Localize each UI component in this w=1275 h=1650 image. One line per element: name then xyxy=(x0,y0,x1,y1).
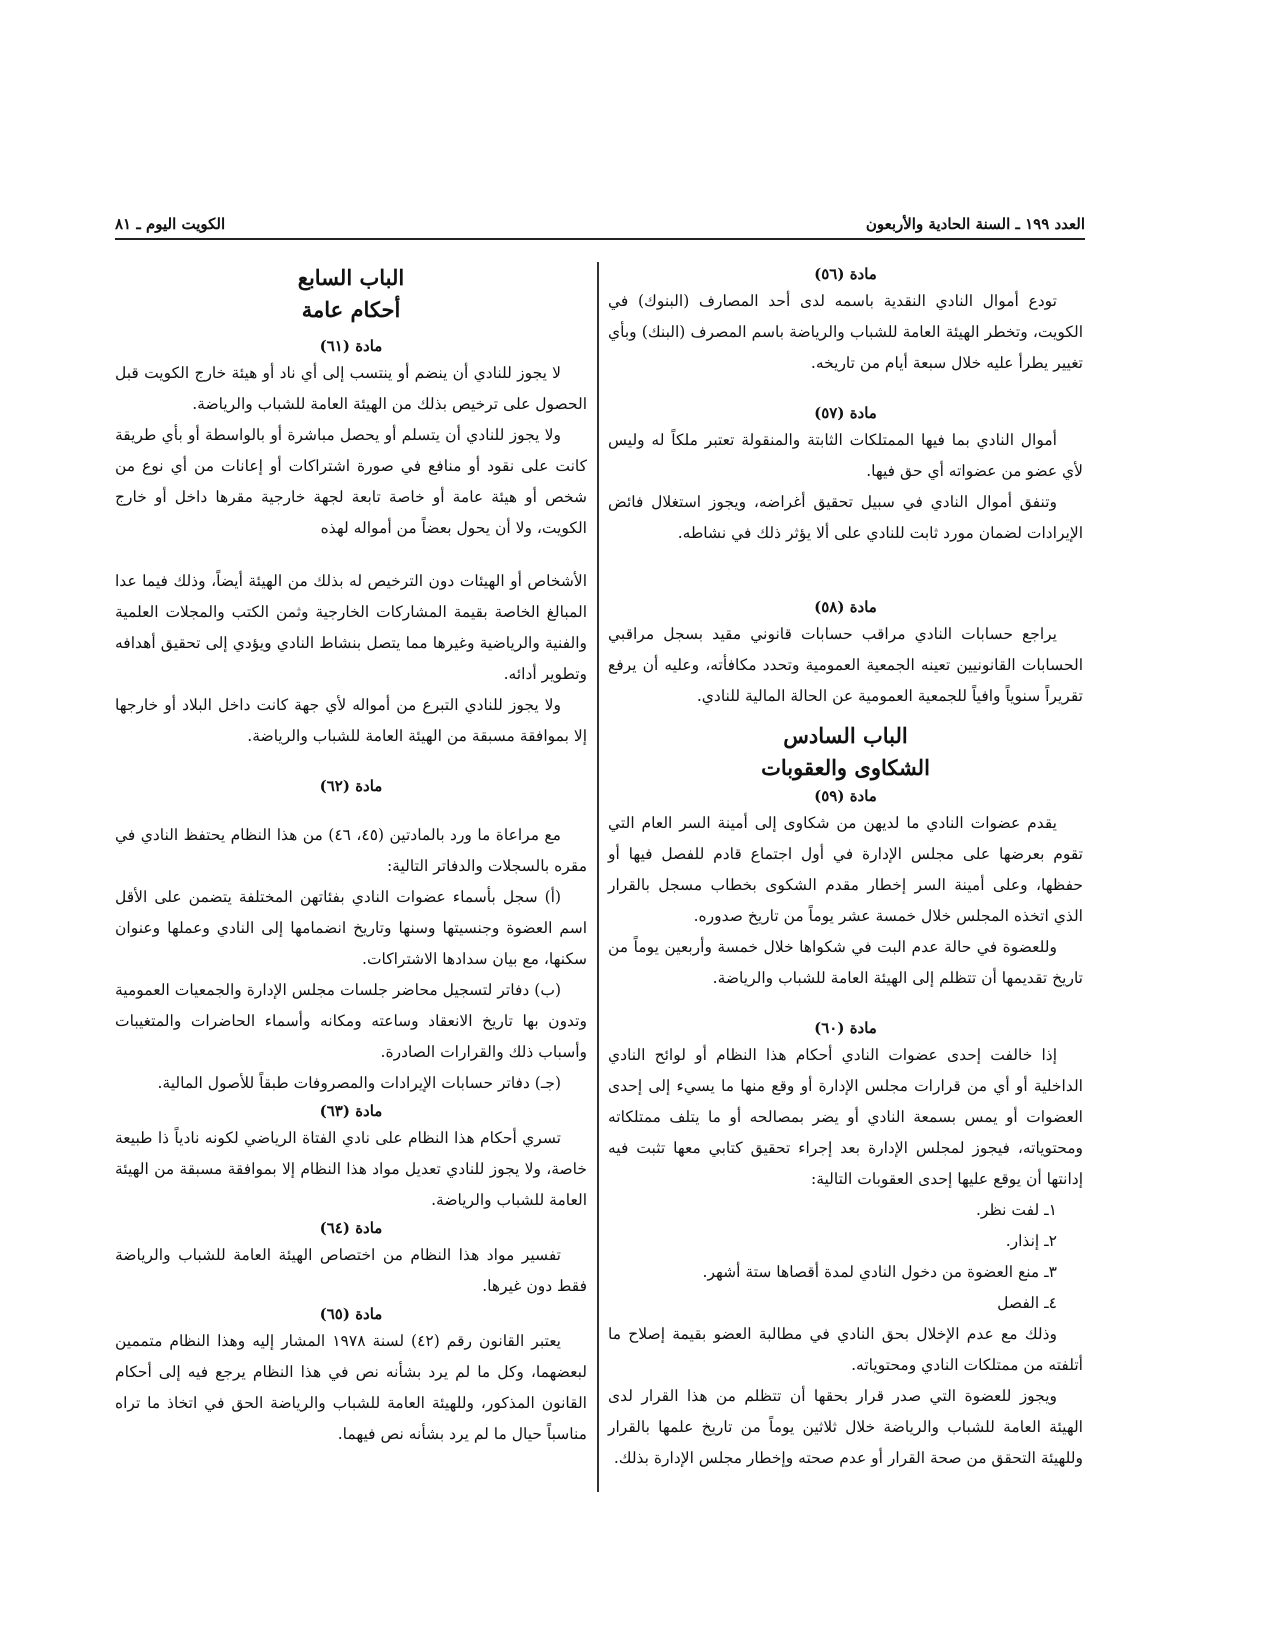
article-62-title: مادة (٦٢) xyxy=(319,777,383,795)
article-60-penalty-3: ٣ـ منع العضوة من دخول النادي لمدة أقصاها ستة أشهر. xyxy=(702,1263,1057,1281)
article-59-text-1: يقدم عضوات النادي ما لديهن من شكاوى إلى أمينة السر العام التي تقوم بعرضها على مجلس الإدارة في أول اجتماع قادم للفصل فيها أو حفظها، وعلى أمينة السر إخطار مقدم الشكوى بخطاب مسجل بالقرار الذي اتخذه المجلس خلال خمسة عشر يوماً من تاريخ صدوره. xyxy=(608,814,1083,925)
article-61-text-1: لا يجوز للنادي أن ينضم أو ينتسب إلى أي ناد أو هيئة خارج الكويت قبل الحصول على ترخيص بذلك من الهيئة العامة للشباب والرياضة. xyxy=(115,364,587,413)
article-62-text: مع مراعاة ما ورد بالمادتين (٤٥، ٤٦) من هذا النظام يحتفظ النادي في مقره بالسجلات والدفاتر التالية: xyxy=(115,826,587,875)
article-60-penalty-2: ٢ـ إنذار. xyxy=(1005,1232,1057,1250)
article-60-title: مادة (٦٠) xyxy=(814,1019,877,1037)
article-61-text-3: الأشخاص أو الهيئات دون الترخيص له بذلك من الهيئة أيضاً، وذلك فيما عدا المبالغ الخاصة بقيمة المشاركات الخارجية وثمن الكتب والمجلات العلمية والفنية والرياضية وغيرها مما يتصل بنشاط النادي ويؤدي إلى تحقيق أهدافه وتطوير أدائه. xyxy=(115,572,587,683)
article-63-text: تسري أحكام هذا النظام على نادي الفتاة الرياضي لكونه نادياً ذا طبيعة خاصة، ولا يجوز للنادي تعديل مواد هذا النظام إلا بموافقة مسبقة من الهيئة العامة للشباب والرياضة. xyxy=(115,1129,587,1209)
article-57-text-1: أموال النادي بما فيها الممتلكات الثابتة والمنقولة تعتبر ملكاً له وليس لأي عضو من عضواته أي حق فيها. xyxy=(608,431,1083,480)
article-62-item-b: (ب) دفاتر لتسجيل محاضر جلسات مجلس الإدارة والجمعيات العمومية وتدون بها تاريخ الانعقاد وساعته ومكانه وأسماء الحاضرات والمتغيبات وأسباب ذلك والقرارات الصادرة. xyxy=(115,981,587,1061)
article-57-title: مادة (٥٧) xyxy=(814,404,877,422)
article-58-text: يراجع حسابات النادي مراقب حسابات قانوني مقيد بسجل مراقبي الحسابات القانونيين تعينه الجمعية العمومية وتحدد مكافأته، وعليه أن يرفع تقريراً سنوياً وافياً للجمعية العمومية عن الحالة المالية للنادي. xyxy=(608,625,1083,705)
article-62-item-c: (جـ) دفاتر حسابات الإيرادات والمصروفات طبقاً للأصول المالية. xyxy=(157,1074,561,1092)
article-60-text-3: ويجوز للعضوة التي صدر قرار بحقها أن تتظلم من هذا القرار لدى الهيئة العامة للشباب والرياضة خلال ثلاثين يوماً من تاريخ علمها بالقرار وللهيئة التحقق من صحة القرار أو عدم صحته وإخطار مجلس الإدارة بذلك. xyxy=(608,1387,1083,1467)
article-58-title: مادة (٥٨) xyxy=(814,598,877,616)
chapter-6-title: الباب السادس xyxy=(783,723,908,748)
article-57-text-2: وتنفق أموال النادي في سبيل تحقيق أغراضه، ويجوز استغلال فائض الإيرادات لضمان مورد ثابت للنادي على ألا يؤثر ذلك في نشاطه. xyxy=(608,493,1083,542)
article-61-title: مادة (٦١) xyxy=(319,337,383,355)
chapter-6-subtitle: الشكاوى والعقوبات xyxy=(761,755,930,780)
article-61-text-2: ولا يجوز للنادي أن يتسلم أو يحصل مباشرة أو بالواسطة أو بأي طريقة كانت على نقود أو منافع في صورة اشتراكات أو إعانات من أي نوع من شخص أو هيئة عامة أو خاصة تابعة لجهة خارجية مقرها داخل أو خارج الكويت، ولا أن يحول بعضاً من أمواله لهذه xyxy=(115,426,587,537)
right-column xyxy=(608,262,1083,1474)
article-60-text-2: وذلك مع عدم الإخلال بحق النادي في مطالبة العضو بقيمة إصلاح ما أتلفته من ممتلكات النادي ومحتوياته. xyxy=(608,1325,1083,1374)
header-right: العدد ١٩٩ ـ السنة الحادية والأربعون xyxy=(865,215,1085,233)
article-60-text-1: إذا خالفت إحدى عضوات النادي أحكام هذا النظام أو لوائح النادي الداخلية أو أي من قرارات مجلس الإدارة أو وقع منها ما يسيء إلى إحدى العضوات أو يمس بسمعة النادي أو يضر بمصالحه أو ما يتلف ممتلكاته ومحتوياته، فيجوز لمجلس الإدارة بعد إجراء تحقيق كتابي معها تثبت فيه إدانتها أن يوقع عليها إحدى العقوبات التالية: xyxy=(608,1046,1083,1188)
chapter-7-subtitle: أحكام عامة xyxy=(301,297,401,322)
article-60-penalty-1: ١ـ لفت نظر. xyxy=(975,1201,1057,1219)
article-64-text: تفسير مواد هذا النظام من اختصاص الهيئة العامة للشباب والرياضة فقط دون غيرها. xyxy=(115,1246,587,1295)
article-59-title: مادة (٥٩) xyxy=(814,787,877,805)
article-61-text-4: ولا يجوز للنادي التبرع من أمواله لأي جهة كانت داخل البلاد أو خارجها إلا بموافقة مسبقة من الهيئة العامة للشباب والرياضة. xyxy=(115,696,587,745)
column-divider xyxy=(597,262,599,1492)
article-62-item-a: (أ) سجل بأسماء عضوات النادي بفئاتهن المختلفة يتضمن على الأقل اسم العضوة وجنسيتها وسنها وتاريخ انضمامها إلى النادي وعملها وعنوان سكنها، مع بيان سدادها الاشتراكات. xyxy=(115,888,587,968)
article-63-title: مادة (٦٣) xyxy=(319,1102,383,1120)
article-65-title: مادة (٦٥) xyxy=(319,1305,383,1323)
header-divider xyxy=(115,238,1085,240)
chapter-7-title: الباب السابع xyxy=(297,265,405,290)
left-column xyxy=(115,262,587,1450)
article-59-text-2: وللعضوة في حالة عدم البت في شكواها خلال خمسة وأربعين يوماً من تاريخ تقديمها أن تتظلم إلى الهيئة العامة للشباب والرياضة. xyxy=(608,938,1083,987)
article-64-title: مادة (٦٤) xyxy=(319,1219,383,1237)
article-56-title: مادة (٥٦) xyxy=(814,265,877,283)
article-60-penalty-4: ٤ـ الفصل xyxy=(997,1294,1057,1312)
article-56-text: تودع أموال النادي النقدية باسمه لدى أحد المصارف (البنوك) في الكويت، وتخطر الهيئة العامة للشباب والرياضة باسم المصرف (البنك) وبأي تغيير يطرأ عليه خلال سبعة أيام من تاريخه. xyxy=(608,292,1083,372)
header-left: الكويت اليوم ـ ٨١ xyxy=(115,215,226,233)
article-65-text: يعتبر القانون رقم (٤٢) لسنة ١٩٧٨ المشار إليه وهذا النظام متممين لبعضهما، وكل ما لم يرد بشأنه نص في هذا النظام يرجع فيه إلى أحكام القانون المذكور، وللهيئة العامة للشباب والرياضة الحق في اتخاذ ما تراه مناسباً حيال ما لم يرد بشأنه نص فيهما. xyxy=(115,1332,587,1443)
